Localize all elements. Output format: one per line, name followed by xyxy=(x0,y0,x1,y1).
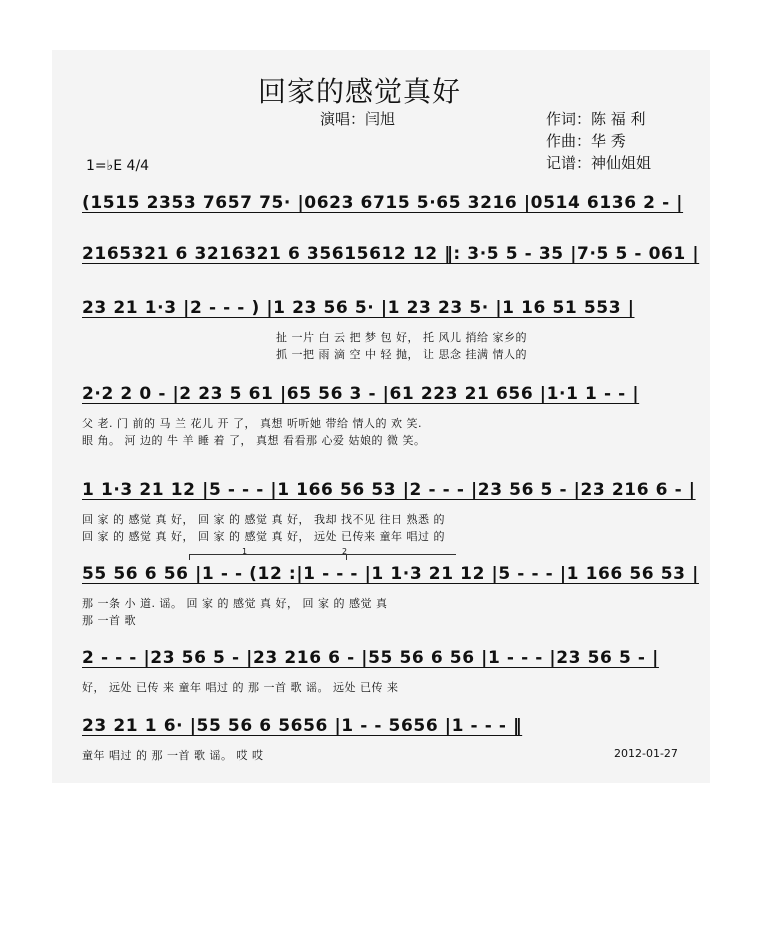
lyricist-credit: 作词：陈 福 利 xyxy=(546,110,646,128)
score-sheet xyxy=(52,50,710,783)
notation-row-6: 55 56 6 56 |1 - - (12 :|1 - - - |1 1·3 21 12 |5 - - - |1 166 56 53 | xyxy=(82,564,699,584)
volta-1-bracket xyxy=(189,554,346,555)
lyric-row-4-verse-1: 父 老. 门 前的 马 兰 花儿 开 了， 真想 听听她 带给 情人的 欢 笑. xyxy=(82,417,422,430)
volta-1-label: 1 xyxy=(242,547,248,556)
lyric-row-5-verse-1: 回 家 的 感觉 真 好， 回 家 的 感觉 真 好， 我却 找不见 往日 熟悉 的 xyxy=(82,513,445,526)
lyric-row-8: 童年 唱过 的 那 一首 歌 谣。 哎 哎 xyxy=(82,749,264,762)
volta-1-tick xyxy=(189,554,190,560)
composer-credit: 作曲：华 秀 xyxy=(546,132,626,150)
volta-2-bracket xyxy=(346,554,456,555)
transcription-date: 2012-01-27 xyxy=(614,747,678,760)
lyric-row-6-verse-1: 那 一条 小 道. 谣。 回 家 的 感觉 真 好， 回 家 的 感觉 真 xyxy=(82,597,388,610)
notation-row-1: (1515 2353 7657 75· |0623 6715 5·65 3216 |0514 6136 2 - | xyxy=(82,193,684,213)
key-signature: 1=♭E 4/4 xyxy=(86,158,150,174)
lyric-row-3-verse-2: 抓 一把 雨 滴 空 中 轻 抛， 让 思念 挂满 情人的 xyxy=(276,348,527,361)
lyric-row-3-verse-1: 扯 一片 白 云 把 梦 包 好， 托 风儿 捎给 家乡的 xyxy=(276,331,527,344)
singer-credit: 演唱：闫旭 xyxy=(320,110,396,128)
notation-row-2: 2165321 6 3216321 6 35615612 12 ‖: 3·5 5 - 35 |7·5 5 - 061 | xyxy=(82,244,700,264)
notation-row-4: 2·2 2 0 - |2 23 5 61 |65 56 3 - |61 223 21 656 |1·1 1 - - | xyxy=(82,384,640,404)
lyric-row-7: 好， 远处 已传 来 童年 唱过 的 那 一首 歌 谣。 远处 已传 来 xyxy=(82,681,399,694)
lyric-row-5-verse-2: 回 家 的 感觉 真 好， 回 家 的 感觉 真 好， 远处 已传来 童年 唱过 的 xyxy=(82,530,445,543)
lyric-row-4-verse-2: 眼 角。 河 边的 牛 羊 睡 着 了， 真想 看看那 心爱 姑娘的 微 笑。 xyxy=(82,434,426,447)
lyric-row-6-verse-2: 那 一首 歌 xyxy=(82,614,136,627)
transcriber-credit: 记谱：神仙姐姐 xyxy=(546,154,652,172)
song-title: 回家的感觉真好 xyxy=(258,75,462,108)
notation-row-3: 23 21 1·3 |2 - - - ) |1 23 56 5· |1 23 23 5· |1 16 51 553 | xyxy=(82,298,635,318)
notation-row-8: 23 21 1 6· |55 56 6 5656 |1 - - 5656 |1 - - - ‖ xyxy=(82,716,523,736)
notation-row-7: 2 - - - |23 56 5 - |23 216 6 - |55 56 6 56 |1 - - - |23 56 5 - | xyxy=(82,648,659,668)
notation-row-5: 1 1·3 21 12 |5 - - - |1 166 56 53 |2 - - - |23 56 5 - |23 216 6 - | xyxy=(82,480,696,500)
volta-2-label: 2 xyxy=(342,547,348,556)
